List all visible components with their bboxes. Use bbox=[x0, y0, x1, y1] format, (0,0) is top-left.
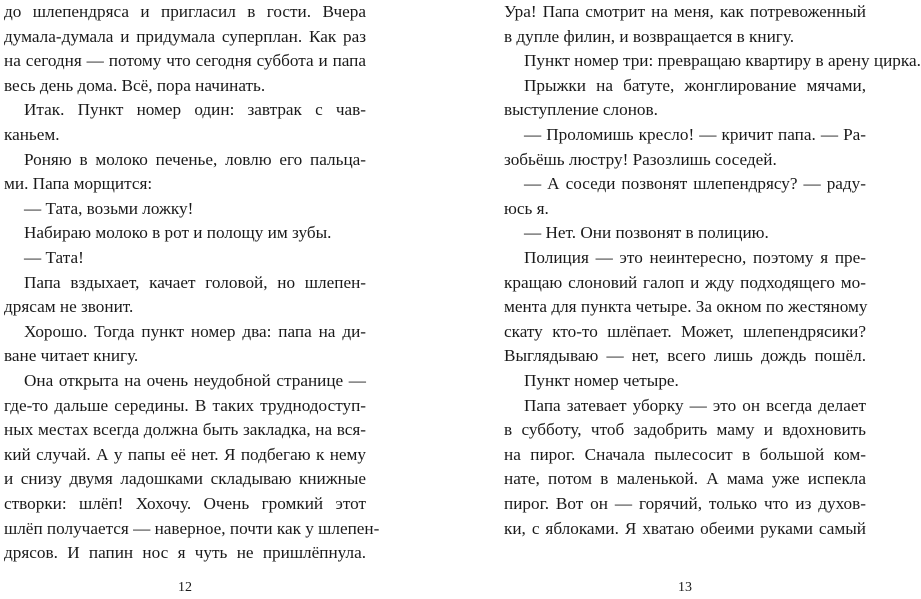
text-line: Папа вздыхает, качает головой, но шлепен- bbox=[24, 272, 366, 292]
text-line: и снизу двумя ладошками складываю книжные bbox=[4, 469, 366, 489]
text-line: шлёп получается — наверное, почти как у шлепен- bbox=[4, 518, 380, 538]
text-line: весь день дома. Всё, пора начинать. bbox=[4, 75, 266, 95]
text-line: Роняю в молоко печенье, ловлю его пальца- bbox=[24, 149, 366, 169]
text-line: Прыжки на батуте, жонглирование мячами, bbox=[524, 75, 866, 95]
text-line: кращаю слоновий галоп и жду подходящего мо- bbox=[504, 272, 866, 292]
text-line: скату кто-то шлёпает. Может, шлепендрясики? bbox=[504, 321, 866, 341]
text-line: — Тата! bbox=[24, 248, 84, 267]
text-line: зобьёшь люстру! Разозлишь соседей. bbox=[504, 149, 777, 169]
text-line: Полиция — это неинтересно, поэтому я пре- bbox=[524, 248, 866, 267]
right-page bbox=[504, 0, 921, 599]
text-line: Пункт номер четыре. bbox=[524, 371, 679, 390]
text-line: — А соседи позвонят шлепендрясу? — раду- bbox=[524, 174, 866, 194]
text-line: Папа затевает уборку — это он всегда делает bbox=[524, 395, 866, 415]
text-line: до шлепендряса и пригласил в гости. Вчера bbox=[4, 2, 366, 21]
text-line: в дупле филин, и возвращается в книгу. bbox=[504, 26, 794, 46]
page-number: 13 bbox=[678, 580, 692, 595]
text-line: Выглядываю — нет, всего лишь дождь пошёл. bbox=[504, 346, 866, 366]
text-line: мента для пункта четыре. За окном по жестяному bbox=[504, 297, 868, 317]
text-line: Итак. Пункт номер один: завтрак с чав- bbox=[24, 100, 366, 120]
text-line: — Тата, возьми ложку! bbox=[24, 198, 194, 218]
text-line: ных местах всегда должна быть закладка, на вся- bbox=[4, 420, 366, 440]
text-line: — Нет. Они позвонят в полицию. bbox=[524, 223, 769, 243]
text-line: где-то дальше середины. В таких труднодоступ- bbox=[4, 395, 366, 415]
text-line: пирог. Вот он — горячий, только что из духов- bbox=[504, 494, 866, 513]
text-line: Она открыта на очень неудобной странице — bbox=[24, 371, 366, 390]
left-page bbox=[4, 0, 380, 599]
text-line: ми. Папа морщится: bbox=[4, 174, 153, 194]
page-number: 12 bbox=[178, 580, 192, 595]
text-line: ване читает книгу. bbox=[4, 346, 139, 366]
text-line: Ура! Папа смотрит на меня, как потревоженный bbox=[504, 2, 866, 21]
text-line: Пункт номер три: превращаю квартиру в арену цирка. bbox=[524, 51, 921, 71]
text-line: дрясам не звонит. bbox=[4, 297, 134, 317]
text-line: Набираю молоко в рот и полощу им зубы. bbox=[24, 223, 332, 243]
text-line: кий случай. А у папы её нет. Я подбегаю к нему bbox=[4, 444, 366, 464]
text-line: на сегодня — потому что сегодня суббота и папа bbox=[4, 51, 366, 71]
text-line: думала-думала и придумала суперплан. Как раз bbox=[4, 26, 366, 46]
text-line: ки, с яблоками. Я хватаю обеими руками самый bbox=[504, 518, 866, 538]
text-line: — Проломишь кресло! — кричит папа. — Ра- bbox=[524, 125, 866, 144]
text-line: створки: шлёп! Хохочу. Очень громкий этот bbox=[4, 494, 366, 513]
text-line: юсь я. bbox=[504, 198, 549, 218]
text-line: выступление слонов. bbox=[504, 100, 658, 120]
text-line: Хорошо. Тогда пункт номер два: папа на ди- bbox=[24, 321, 366, 341]
text-line: в субботу, чтоб задобрить маму и вдохновить bbox=[504, 420, 866, 440]
text-line: дрясов. И папин нос я чуть не пришлёпнула. bbox=[4, 543, 366, 563]
text-line: на пирог. Сначала пылесосит в большой ком- bbox=[504, 444, 866, 464]
text-line: каньем. bbox=[4, 125, 60, 144]
text-line: нате, потом в маленькой. А мама уже испекла bbox=[504, 469, 866, 489]
